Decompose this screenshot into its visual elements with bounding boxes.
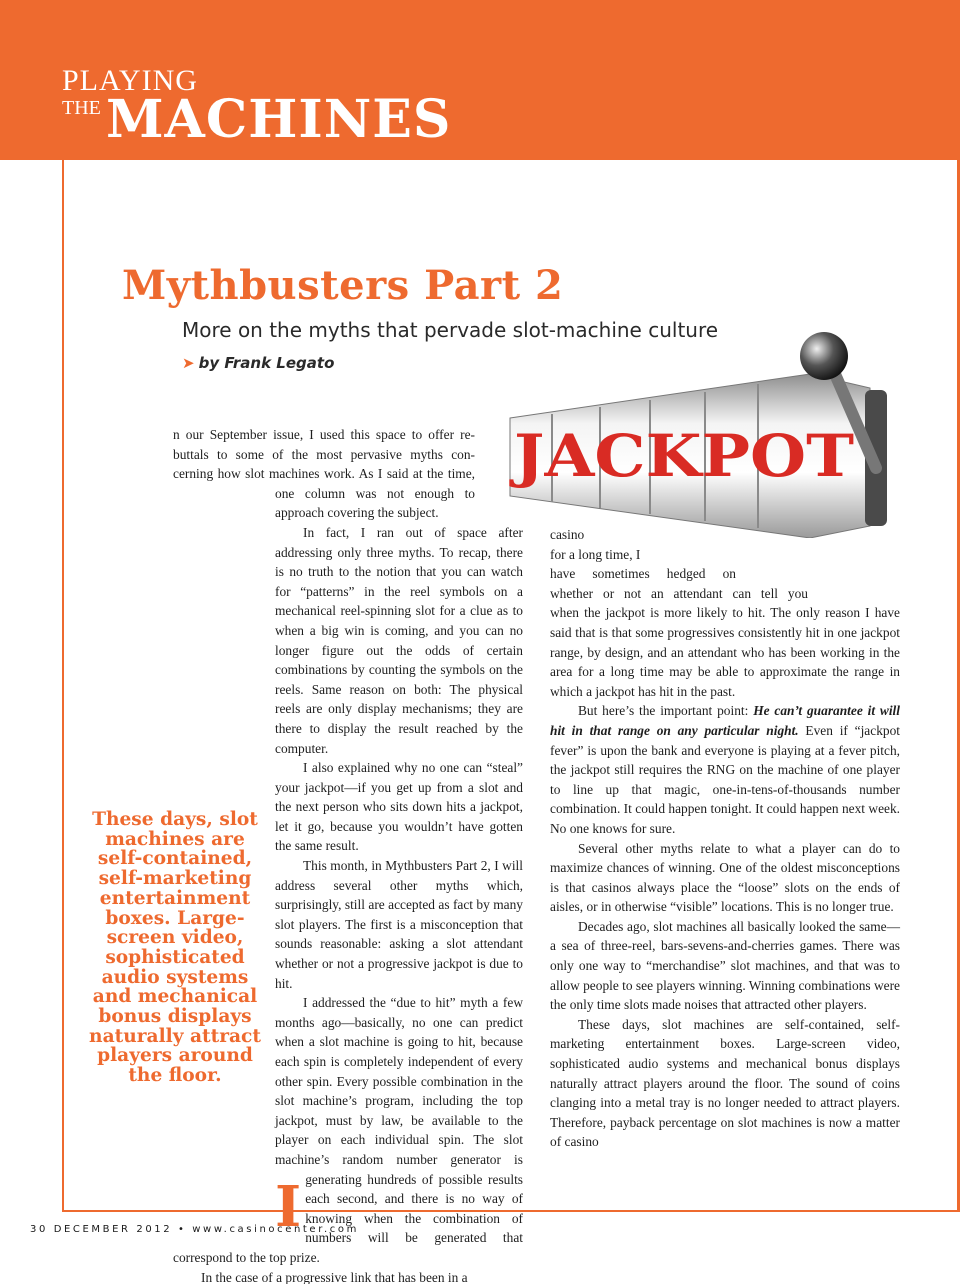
pull-quote-spacer bbox=[173, 1140, 275, 1160]
article-paragraph: I also explained why no one can “steal” your jackpot—if you get up from a slot and the next person who sits down hits a jackpot, let it go, because you wouldn’t have gotten the same result. bbox=[275, 760, 523, 854]
article-title: Mythbusters Part 2 bbox=[122, 262, 564, 309]
lead-line: buttals to some of the most pervasive myths con- bbox=[173, 446, 475, 462]
pull-quote: These days, slot machines are self-contained, self-marketing entertainment boxes. Large-screen video, sophisticated audio systems and mechanical bonus displays naturally attract players around the floor. bbox=[89, 809, 261, 1087]
drop-cap: I bbox=[275, 1174, 302, 1241]
p2-lead: But here’s the important point: bbox=[578, 703, 754, 719]
art-wrap-spacer bbox=[475, 484, 523, 504]
article-paragraph bbox=[550, 701, 900, 838]
pull-quote-spacer bbox=[173, 1121, 275, 1141]
art-wrap-spacer bbox=[475, 445, 523, 465]
section-heading-machines: MACHINES bbox=[106, 89, 452, 150]
article-deck: More on the myths that pervade slot-machine culture bbox=[182, 318, 719, 342]
pull-quote-spacer bbox=[173, 1101, 275, 1121]
jackpot-slot-reel-illustration bbox=[490, 318, 940, 538]
p2-rest: Even if “jackpot fever” is upon the bank and everyone is playing at a fever pitch, the jackpot still requires the RNG on the machine of one player to line up that magic, one-in-tens-of-thousands number combination. It could happen tonight. It could happen next week. No one knows for sure. bbox=[550, 722, 901, 836]
section-heading-the: THE bbox=[62, 97, 101, 119]
frame-left-rule bbox=[62, 160, 64, 1212]
lead-line: cerning how slot machines work. As I said at the bbox=[173, 466, 444, 482]
pull-quote-spacer bbox=[173, 1179, 275, 1199]
lead-line: whether or not an attendant can tell you bbox=[550, 585, 808, 601]
lead-line: n our September issue, I used this space to offer re- bbox=[173, 427, 475, 442]
lead-rest: when the jackpot is more likely to hit. The only reason I have said that is that some progressives consistently hit in one jackpot range, by design, and an attendant who has been working in the area for a long time may be able to approximate the range in which a jackpot has hit in the past. bbox=[550, 605, 900, 699]
lead-line: have sometimes hedged on bbox=[550, 566, 736, 582]
art-wrap-spacer bbox=[475, 464, 523, 484]
page-footer: 30 DECEMBER 2012 • www.casinocenter.com bbox=[30, 1224, 359, 1235]
lead-line: for a long time, I bbox=[550, 546, 641, 562]
article-paragraph: In the case of a progressive link that has been in a bbox=[201, 1269, 468, 1284]
section-heading bbox=[62, 64, 452, 150]
art-wrap-spacer bbox=[475, 425, 523, 445]
article-paragraph bbox=[550, 525, 900, 701]
lead-line: casino bbox=[550, 527, 585, 542]
p2-emphasis: He can’t guarantee it will hit in that range on any particular night. bbox=[550, 703, 900, 738]
pull-quote-spacer bbox=[173, 1160, 275, 1180]
article-column-right bbox=[550, 525, 900, 1152]
article-paragraph: Several other myths relate to what a player can do to maximize chances of winning. One of the oldest misconceptions is that casinos always place the “loose” slots on the ends of aisles, or in otherwise “visible” locations. This is no longer true. bbox=[550, 840, 900, 915]
article-byline bbox=[182, 354, 334, 372]
section-heading-line1: PLAYING bbox=[62, 64, 198, 97]
article-paragraph: These days, slot machines are self-contained, self-marketing entertainment boxes. Large-screen video, sophisticated audio systems and mechanical bonus displays naturally attract players around the floor. The sound of coins clanging into a metal tray is no longer needed to attract players. Therefore, payback percentage on slot machines is now a matter of casino bbox=[550, 1016, 900, 1150]
arrow-icon: ➤ bbox=[182, 354, 195, 372]
lead-rest: time, one column was not enough to approach covering the subject. bbox=[275, 466, 475, 521]
byline-text: by Frank Legato bbox=[198, 354, 335, 372]
article-paragraph: This month, in Mythbusters Part 2, I will address several other myths which, surprisingly, still are accepted as fact by many slot players. The first is a misconception that sounds reasonable: asking a slot attendant whether or not a progressive jackpot is due to hit. bbox=[275, 858, 523, 991]
reel-jackpot-text: JACKPOT bbox=[508, 422, 854, 490]
article-paragraph: In fact, I ran out of space after addressing only three myths. To recap, there is no truth to the notion that you can watch for “patterns” in the reel symbols on a mechanical reel-spinning slot for a clue as to when a big win is coming, and you can no longer figure out the odds of certain combinations by counting the symbols on the reels. Same reason on both: The physical reels are only display mechanisms; they are there to display the result reached by the computer. bbox=[275, 524, 523, 756]
article-paragraph: Decades ago, slot machines all basically looked the same—a sea of three-reel, bars-sevens-and-cherries games. There was only one way to “merchandise” slot machines, and that was to allow people to see players winning. Winning combinations were the only time slots made noises that attracted other players. bbox=[550, 918, 900, 1013]
article-paragraph: I addressed the “due to hit” myth a few months ago—basically, no one can predict when a slot machine is going to hit, because each spin is completely independent of every other spin. Every possible combination in the slot machine’s program, including the top jackpot, must by law, be available to the player on each individual spin. The slot machine’s random number generator is generating hundreds of possible results each second, and there is no way of knowing when the combination of numbers will be generated that correspond to the top prize. bbox=[173, 995, 523, 1265]
